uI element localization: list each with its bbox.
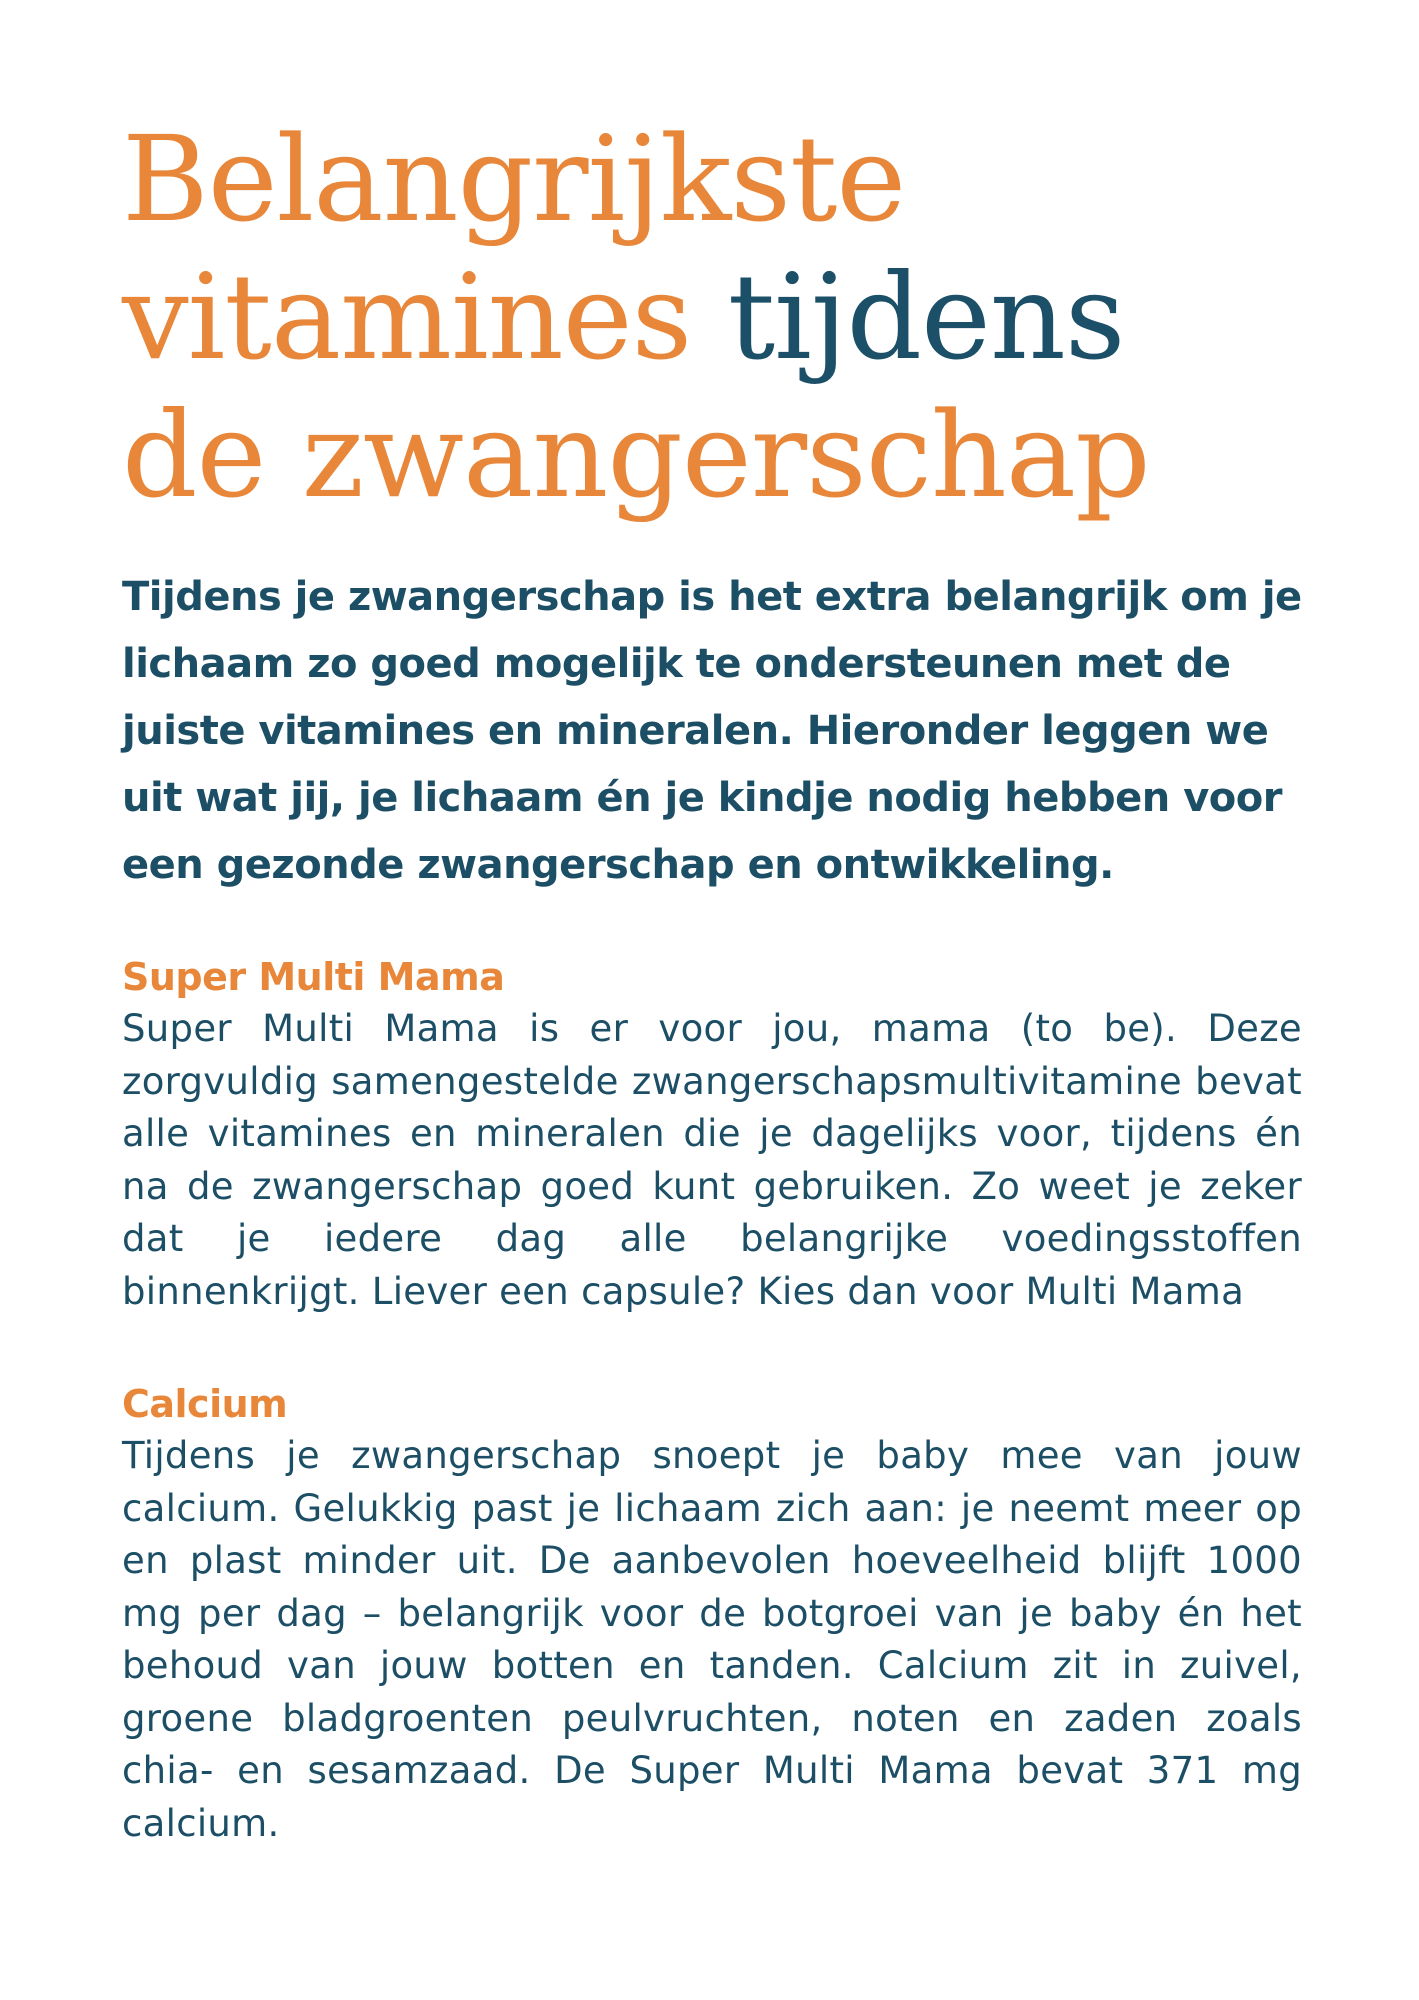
title-line-1: Belangrijkste — [122, 110, 906, 248]
intro-paragraph: Tijdens je zwangerschap is het extra belangrijk om je lichaam zo goed mogelijk te ondersteunen met de juiste vitamines en mineralen. Hieronder leggen we uit wat jij, je lichaam én je kindje nodig hebben voor een gezonde zwangerschap en ontwikkeling. — [122, 574, 1302, 888]
title-line-2 — [122, 248, 1302, 386]
page-content — [122, 110, 1302, 1850]
section-heading: Calcium — [122, 1382, 288, 1426]
page-title — [122, 110, 1302, 524]
title-line-3: de zwangerschap — [122, 386, 1150, 524]
section-super-multi-mama — [122, 951, 1302, 1318]
section-heading: Super Multi Mama — [122, 955, 505, 999]
section-body: Super Multi Mama is er voor jou, mama (to be). Deze zorgvuldig samengestelde zwangerschapsmultivitamine bevat alle vitamines en mineralen die je dagelijks voor, tijdens én na de zwangerschap goed kunt gebruiken. Zo weet je zeker dat je iedere dag alle belangrijke voedingsstoffen binnenkrijgt. Liever een capsule? Kies dan voor Multi Mama — [122, 1007, 1302, 1313]
title-line-2-orange: vitamines — [122, 248, 692, 386]
section-calcium — [122, 1378, 1302, 1850]
section-body: Tijdens je zwangerschap snoept je baby mee van jouw calcium. Gelukkig past je lichaam zich aan: je neemt meer op en plast minder uit. De aanbevolen hoeveelheid blijft 1000 mg per dag – belangrijk voor de botgroei van je baby én het behoud van jouw botten en tanden. Calcium zit in zuivel, groene bladgroenten peulvruchten, noten en zaden zoals chia- en sesamzaad. De Super Multi Mama bevat 371 mg calcium. — [122, 1434, 1302, 1845]
title-line-2-accent: tijdens — [727, 248, 1125, 386]
